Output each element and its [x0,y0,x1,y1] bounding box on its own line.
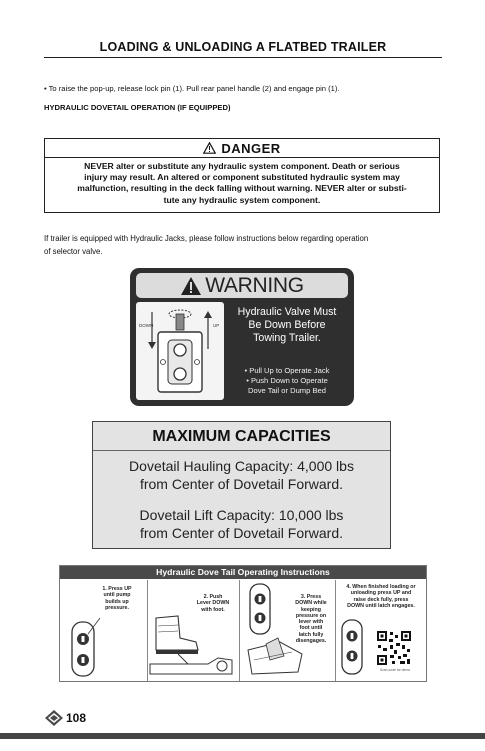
pendant-control-icon [60,580,148,681]
warning-sub-line: • Push Down to Operate [246,376,328,385]
step-line: pressure. [105,604,129,611]
step-line: lever with [298,619,324,626]
step-line: 2. Push [203,594,223,600]
capacities-title: MAXIMUM CAPACITIES [152,428,331,445]
step-line: 3. Press [300,594,322,600]
valve-diagram [136,302,224,400]
danger-box [44,138,440,213]
warning-line: Towing Trailer. [253,332,321,344]
step-panel-2 [148,580,240,681]
valve-illustration [136,302,224,400]
warning-decal [130,268,354,406]
step-line: unloading press UP and [350,590,412,597]
page-title: LOADING & UNLOADING A FLATBED TRAILER [99,40,387,54]
step-panel-3 [240,580,336,681]
warning-line: Be Down Before [248,319,326,331]
capacity-line: from Center of Dovetail Forward. [139,525,344,541]
operating-instructions [59,565,427,682]
step-line: keeping [300,606,322,613]
title-divider [44,57,442,58]
step-panel-4 [336,580,426,681]
step-line: disengages. [295,638,327,645]
bullet-dot: • [44,84,49,93]
capacities-box [92,421,391,549]
step-line: 1. Press UP [102,586,132,592]
capacity-line: Dovetail Hauling Capacity: 4,000 lbs [129,458,354,474]
qr-code-icon [376,630,412,666]
danger-header [45,139,439,158]
step-line: raise deck fully, press [353,596,409,603]
footer-bar [0,733,485,739]
step-line: until pump [103,592,131,599]
danger-text [45,158,439,206]
step-line: Lever DOWN [196,600,230,607]
step-line: DOWN while [295,600,327,607]
qr-scan-label: Scan code for demo [379,668,411,672]
danger-line: injury may result. An altered or component substituted hydraulic system may [84,172,400,183]
brand-logo-icon [44,709,64,727]
step-panel-1 [60,580,148,681]
jacks-line: If trailer is equipped with Hydraulic Jacks, please follow instructions below regarding operation [44,234,369,243]
warning-message [222,306,352,345]
capacities-divider [93,450,390,451]
boot-on-lever-icon [148,580,240,681]
warning-triangle-icon [180,276,202,296]
warning-sub-line: • Pull Up to Operate Jack [244,366,330,375]
danger-line: malfunction, resulting in the deck falling without warning. NEVER alter or substi- [77,183,407,194]
warning-instructions [222,366,352,396]
intro-bullet-text: To raise the pop-up, release lock pin (1). Pull rear panel handle (2) and engage pin (1). [48,84,340,93]
danger-line: tute any hydraulic system component. [163,194,321,205]
warning-header [136,273,348,298]
step-line: pressure on [295,612,327,619]
intro-bullet [44,84,340,93]
step-line: DOWN until latch engages. [347,602,415,609]
section-heading: HYDRAULIC DOVETAIL OPERATION (IF EQUIPPED) [44,103,231,112]
step-line: 4. When finished loading or [346,584,416,590]
pendant-and-lever-icon [240,580,336,681]
danger-title: DANGER [221,140,281,156]
warning-title: WARNING [205,273,304,297]
down-label: DOWN [139,323,154,328]
page-number: 108 [66,711,87,725]
step-line: latch fully [298,631,324,638]
jacks-line: of selector valve. [44,246,103,256]
warning-line: Hydraulic Valve Must [237,306,337,318]
hauling-capacity [93,457,390,493]
step-line: with foot. [201,606,225,613]
warning-triangle-icon [203,142,216,154]
lift-capacity [93,506,390,542]
operating-steps [60,580,426,681]
jacks-instructions [44,233,440,258]
capacity-line: Dovetail Lift Capacity: 10,000 lbs [139,507,344,523]
warning-sub-line: Dove Tail or Dump Bed [248,386,326,395]
up-label: UP [213,323,220,328]
step-line: foot until [299,625,323,632]
danger-line: NEVER alter or substitute any hydraulic system component. Death or serious [84,161,400,171]
capacity-line: from Center of Dovetail Forward. [139,476,344,492]
operating-instructions-title: Hydraulic Dove Tail Operating Instructions [60,566,426,579]
step-line: builds up [105,598,129,605]
